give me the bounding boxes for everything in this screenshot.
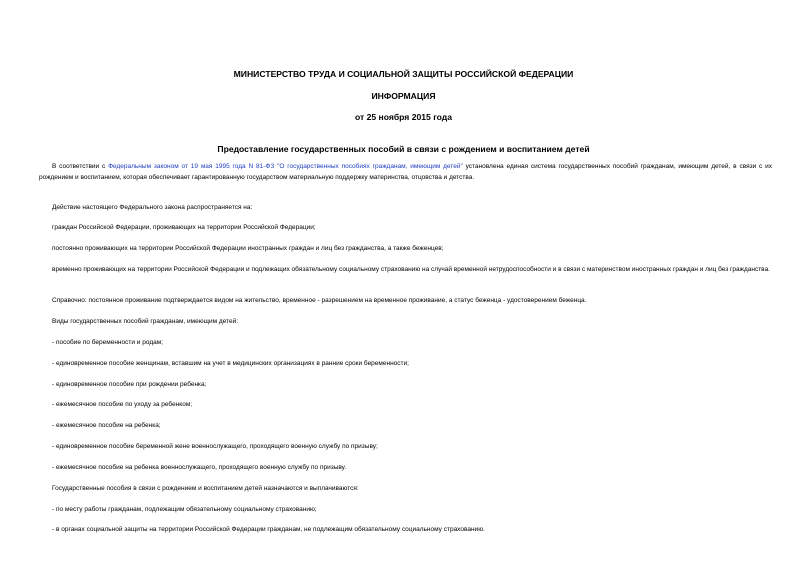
- document-type: ИНФОРМАЦИЯ: [371, 91, 436, 101]
- paragraph-payment-heading: Государственные пособия в связи с рождением и воспитанием детей назначаются и выплачиваются:: [52, 485, 359, 492]
- list-item-workplace: - по месту работы гражданам, подлежащим обязательному социальному страхованию;: [52, 506, 317, 513]
- intro-prefix: В соответствии с: [52, 163, 109, 170]
- paragraph-reference-note: Справочно: постоянное проживание подтверждается видом на жительство, временное - разрешением на временное проживание, а статус беженца - удостоверением беженца.: [52, 297, 587, 304]
- paragraph-benefit-types-heading: Виды государственных пособий гражданам, имеющим детей:: [52, 318, 239, 325]
- list-item-early-registration: - единовременное пособие женщинам, вставшим на учет в медицинских организациях в ранние сроки беременности;: [52, 360, 409, 367]
- document-date: от 25 ноября 2015 года: [354, 112, 453, 122]
- paragraph-temporary-residents: временно проживающих на территории Российской Федерации и подлежащих обязательному социальному страхованию на случай временной нетрудоспособности и в связи с материнством иностранных граждан и лиц без гражданства.: [52, 266, 770, 273]
- list-item-serviceman-wife: - единовременное пособие беременной жене военнослужащего, проходящего военную службу по призыву;: [52, 443, 378, 450]
- list-item-birth-benefit: - единовременное пособие при рождении ребенка;: [52, 381, 207, 388]
- list-item-social-protection: - в органах социальной защиты на территории Российской Федерации гражданам, не подлежащим обязательному социальному страхованию.: [52, 526, 485, 533]
- paragraph-permanent-residents: постоянно проживающих на территории Российской Федерации иностранных граждан и лиц без гражданства, а также беженцев;: [52, 245, 444, 252]
- list-item-child-benefit: - ежемесячное пособие на ребенка;: [52, 422, 161, 429]
- list-item-maternity: - пособие по беременности и родам;: [52, 339, 164, 346]
- list-item-serviceman-child: - ежемесячное пособие на ребенка военнослужащего, проходящего военную службу по призыву.: [52, 464, 347, 471]
- document-subject: Предоставление государственных пособий в связи с рождением и воспитанием детей: [217, 144, 590, 154]
- intro-suffix: установлена единая система государственных пособий гражданам, имеющим детей, в связи с их рождением и воспитанием, которая обеспечивает гарантированную государством материальную поддержку материнства, отцовства и детства.: [39, 163, 772, 181]
- ministry-title: МИНИСТЕРСТВО ТРУДА И СОЦИАЛЬНОЙ ЗАЩИТЫ РОССИЙСКОЙ ФЕДЕРАЦИИ: [233, 69, 574, 79]
- paragraph-citizens: граждан Российской Федерации, проживающих на территории Российской Федерации;: [52, 224, 316, 231]
- list-item-childcare-benefit: - ежемесячное пособие по уходу за ребенком;: [52, 401, 193, 408]
- intro-paragraph: [39, 162, 772, 183]
- federal-law-link[interactable]: Федеральным законом от 19 мая 1995 года N 81-ФЗ "О государственных пособиях гражданам, имеющим детей": [108, 163, 463, 170]
- paragraph-scope: Действие настоящего Федерального закона распространяется на:: [52, 204, 253, 211]
